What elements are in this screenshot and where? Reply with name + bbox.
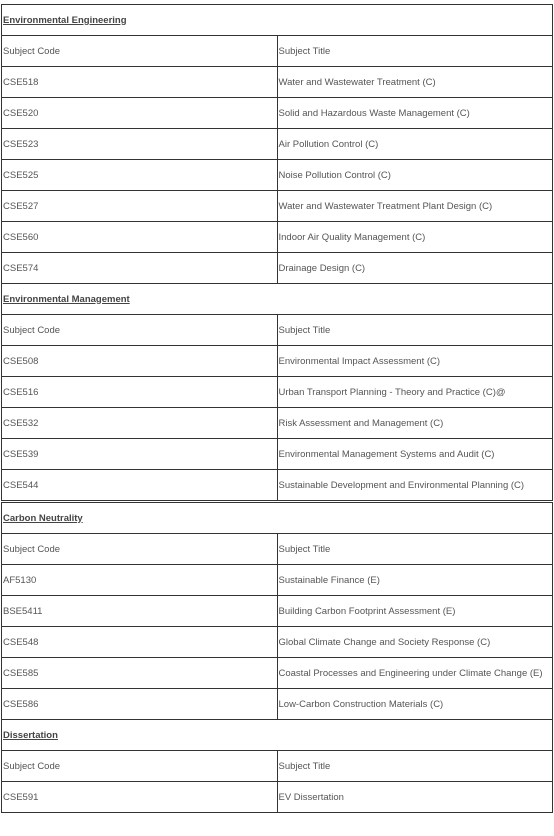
subject-code: CSE560 bbox=[2, 222, 278, 253]
subject-code: CSE532 bbox=[2, 408, 278, 439]
table-row bbox=[2, 377, 553, 408]
column-header-row bbox=[2, 751, 553, 782]
subject-title: Urban Transport Planning - Theory and Practice (C)@ bbox=[277, 377, 553, 408]
subjects-table bbox=[1, 4, 553, 813]
table-row bbox=[2, 191, 553, 222]
subject-title: Indoor Air Quality Management (C) bbox=[277, 222, 553, 253]
subject-title: Noise Pollution Control (C) bbox=[277, 160, 553, 191]
subject-code: CSE525 bbox=[2, 160, 278, 191]
subject-code: CSE544 bbox=[2, 470, 278, 502]
table-row bbox=[2, 346, 553, 377]
subject-code: AF5130 bbox=[2, 565, 278, 596]
table-row bbox=[2, 439, 553, 470]
subject-title: EV Dissertation bbox=[277, 782, 553, 813]
subject-code: CSE508 bbox=[2, 346, 278, 377]
subject-title-header: Subject Title bbox=[277, 534, 553, 565]
section-dissertation bbox=[2, 720, 553, 813]
subject-code-header: Subject Code bbox=[2, 534, 278, 565]
subject-title: Building Carbon Footprint Assessment (E) bbox=[277, 596, 553, 627]
table-row bbox=[2, 627, 553, 658]
table-row bbox=[2, 782, 553, 813]
table-row bbox=[2, 470, 553, 502]
subject-code: CSE539 bbox=[2, 439, 278, 470]
table-row bbox=[2, 67, 553, 98]
table-row bbox=[2, 596, 553, 627]
subject-title: Solid and Hazardous Waste Management (C) bbox=[277, 98, 553, 129]
section-environmental-management bbox=[2, 284, 553, 502]
subject-title: Global Climate Change and Society Response (C) bbox=[277, 627, 553, 658]
subject-code: CSE527 bbox=[2, 191, 278, 222]
subject-title: Drainage Design (C) bbox=[277, 253, 553, 284]
subject-code-header: Subject Code bbox=[2, 315, 278, 346]
subject-title: Water and Wastewater Treatment (C) bbox=[277, 67, 553, 98]
column-header-row bbox=[2, 534, 553, 565]
subject-title: Coastal Processes and Engineering under Climate Change (E) bbox=[277, 658, 553, 689]
subject-title: Risk Assessment and Management (C) bbox=[277, 408, 553, 439]
section-carbon-neutrality bbox=[2, 502, 553, 720]
section-title-row bbox=[2, 720, 553, 751]
table-row bbox=[2, 408, 553, 439]
subject-code: BSE5411 bbox=[2, 596, 278, 627]
subject-title: Water and Wastewater Treatment Plant Design (C) bbox=[277, 191, 553, 222]
table-row bbox=[2, 689, 553, 720]
table-row bbox=[2, 222, 553, 253]
section-title: Dissertation bbox=[2, 720, 553, 751]
subject-title-header: Subject Title bbox=[277, 751, 553, 782]
subject-code-header: Subject Code bbox=[2, 751, 278, 782]
subject-title: Environmental Impact Assessment (C) bbox=[277, 346, 553, 377]
section-title: Environmental Management bbox=[2, 284, 553, 315]
subject-title: Air Pollution Control (C) bbox=[277, 129, 553, 160]
table-row bbox=[2, 160, 553, 191]
subject-code: CSE586 bbox=[2, 689, 278, 720]
subject-code: CSE523 bbox=[2, 129, 278, 160]
table-row bbox=[2, 98, 553, 129]
subject-code: CSE518 bbox=[2, 67, 278, 98]
section-title-row bbox=[2, 5, 553, 36]
subject-code: CSE585 bbox=[2, 658, 278, 689]
subject-title: Environmental Management Systems and Audit (C) bbox=[277, 439, 553, 470]
subject-code-header: Subject Code bbox=[2, 36, 278, 67]
table-row bbox=[2, 658, 553, 689]
subject-title-header: Subject Title bbox=[277, 315, 553, 346]
table-row bbox=[2, 565, 553, 596]
subject-title: Low-Carbon Construction Materials (C) bbox=[277, 689, 553, 720]
column-header-row bbox=[2, 36, 553, 67]
table-row bbox=[2, 129, 553, 160]
section-title-row bbox=[2, 284, 553, 315]
subject-code: CSE516 bbox=[2, 377, 278, 408]
section-title-row bbox=[2, 502, 553, 534]
subject-title: Sustainable Development and Environmental Planning (C) bbox=[277, 470, 553, 502]
subject-title: Sustainable Finance (E) bbox=[277, 565, 553, 596]
section-title: Carbon Neutrality bbox=[2, 502, 553, 534]
subject-code: CSE574 bbox=[2, 253, 278, 284]
section-environmental-engineering bbox=[2, 5, 553, 284]
column-header-row bbox=[2, 315, 553, 346]
subject-title-header: Subject Title bbox=[277, 36, 553, 67]
subject-code: CSE548 bbox=[2, 627, 278, 658]
subject-code: CSE591 bbox=[2, 782, 278, 813]
table-row bbox=[2, 253, 553, 284]
subject-code: CSE520 bbox=[2, 98, 278, 129]
section-title: Environmental Engineering bbox=[2, 5, 553, 36]
